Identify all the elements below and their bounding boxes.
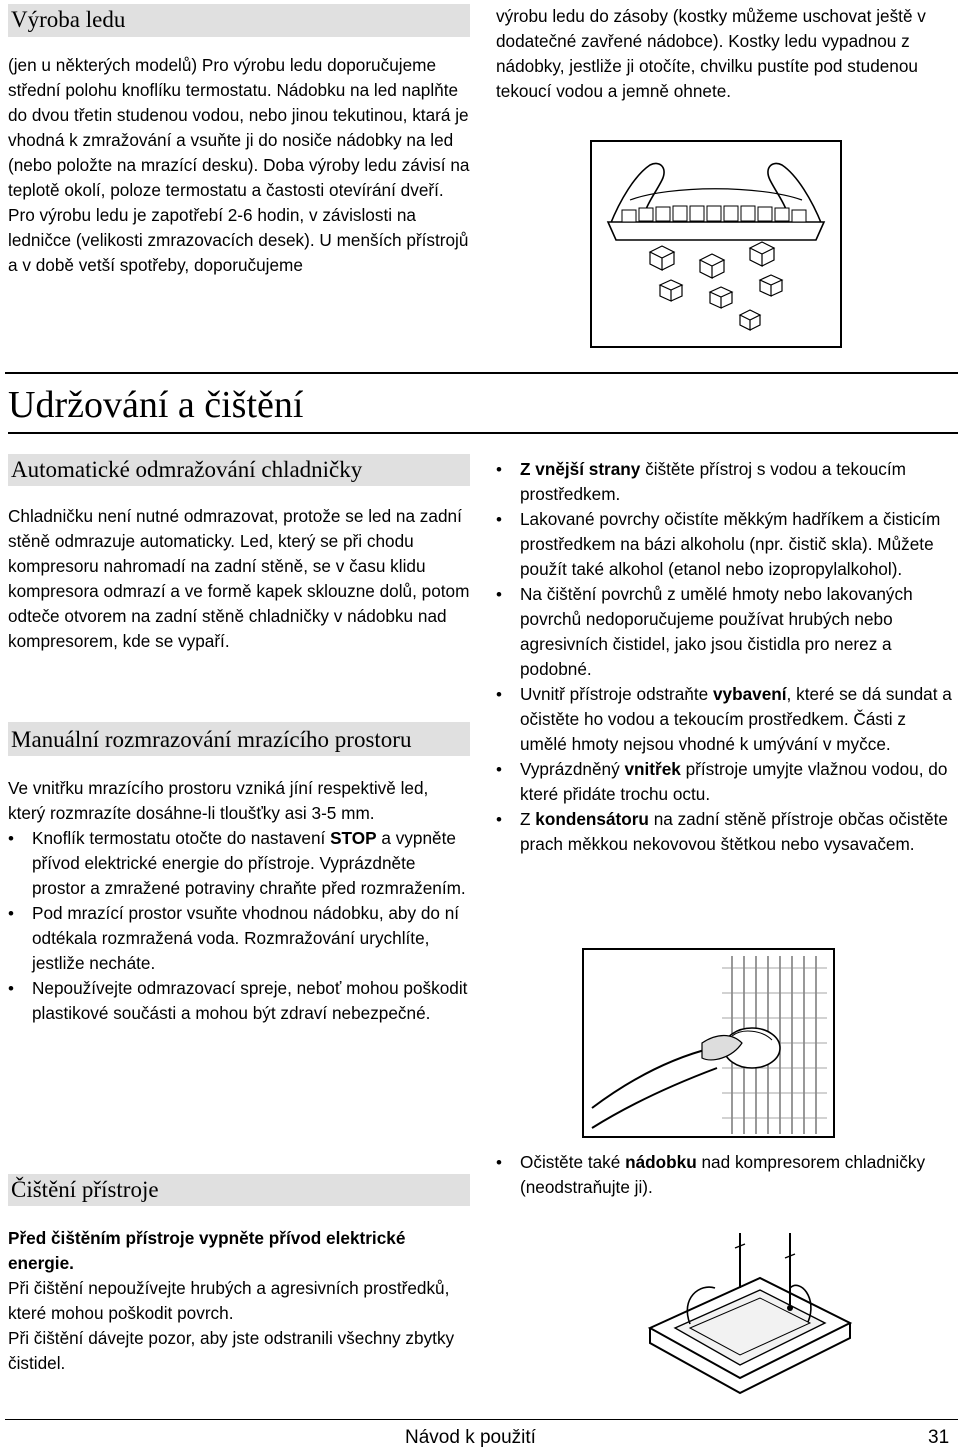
cleaning-section [8,1174,470,1376]
footer-title: Návod k použití [405,1427,536,1448]
auto-defrost-paragraph: Chladničku není nutné odmrazovat, protože se led na zadní stěně odmrazuje automaticky. Led, který se při chodu kompresoru nahromadí na zadní stěně, se v času klidu kompresora odmrazí a ve formě kapek sklouzne dolů, potom odteče otvorem na zadní stěně chladničky v nádobku nad kompresorem, kde se vypaří. [8,506,470,651]
page-number: 31 [928,1427,950,1448]
cleaning-bullet: • Z vnější strany čištěte přístroj s vodou a tekoucím prostředkem. [496,457,952,507]
cleaning-bullet: • Na čištění povrchů z umělé hmoty nebo lakovaných povrchů nedoporučujeme používat hrubých nebo agresivních čistidel, jako jsou čistidla pro nerez a podobné. [496,582,952,682]
auto-defrost-heading: Automatické odmražování chladničky [8,454,470,486]
cleaning-bullets [496,457,952,857]
ice-continuation: výrobu ledu do zásoby (kostky můžeme uschovat ještě v dodatečné zavřené nádobce). Kostky ledu vypadnou z nádobky, jestliže ji otočíte, chvilku pustíte pod studenou tekoucí vodou a jemně ohnete. [496,6,926,101]
manual-defrost-item: • Nepoužívejte odmrazovací spreje, neboť mohou poškodit plastikové součásti a mohou být zdraví nebezpečné. [8,976,470,1026]
cleaning-heading: Čištění přístroje [8,1174,470,1206]
cleaning-warning: Před čištěním přístroje vypněte přívod elektrické energie. [8,1228,406,1273]
main-title: Udržování a čištění [8,382,958,434]
cleaning-bullet: • Očistěte také nádobku nad kompresorem chladničky (neodstraňujte ji). [496,1150,952,1200]
cleaning-bullet: • Uvnitř přístroje odstraňte vybavení, které se dá sundat a očistěte ho vodou a tekoucím prostředkem. Části z umělé hmoty nejsou vhodné k umývání v myčce. [496,682,952,757]
cleaning-bullet-list [496,457,952,857]
manual-defrost-heading: Manuální rozmrazování mrazícího prostoru [8,722,470,756]
ice-continuation-block [496,4,952,104]
footer-divider [5,1419,958,1420]
manual-defrost-list [8,826,470,1026]
ice-section [8,4,470,278]
ice-paragraph: (jen u některých modelů) Pro výrobu ledu doporučujeme střední polohu knoflíku termostatu. Nádobku na led naplňte do dvou třetin studenou vodou, nebo jinou tekutinou, ktará je vhodná k zmražování a vsuňte ji do nosiče nádobky na led (nebo položte na mrazící desku). Doba výroby ledu závisí na teplotě okolí, poloze termostatu a častosti otevírání dveří. Pro výrobu ledu je zapotřebí 2-6 hodin, v závislosti na ledničce (velikosti zmrazovacích desek). U menších přístrojů a v době vetší spotřeby, doporučujeme [8,55,470,275]
ice-heading: Výroba ledu [8,4,470,37]
manual-defrost-intro: Ve vnitřku mrazícího prostoru vzniká jíní respektivě led, který rozmrazíte dosáhne-li tloušťky asi 3-5 mm. [8,778,429,823]
compressor-tray-illustration [640,1228,858,1406]
cleaning-line: Při čištění dávejte pozor, aby jste odstranili všechny zbytky čistidel. [8,1328,455,1373]
last-bullet-block [496,1150,952,1200]
cleaning-bullet: • Vyprázdněný vnitřek přístroje umyjte vlažnou vodou, do které přidáte trochu octu. [496,757,952,807]
cleaning-line: Při čištění nepoužívejte hrubých a agresivních prostředků, které mohou poškodit povrch. [8,1278,450,1323]
manual-defrost-item: • Pod mrazící prostor vsuňte vhodnou nádobku, aby do ní odtékala rozmražená voda. Rozmražování urychlíte, jestliže necháte. [8,901,470,976]
last-bullet-list [496,1150,952,1200]
cleaning-bullet: • Lakované povrchy očistíte měkkým hadříkem a čisticím prostředkem na bázi alkoholu (npr. čistič skla). Můžete použít také alkohol (etanol nebo izopropylalkohol). [496,507,952,582]
ice-tray-illustration [590,140,842,348]
cleaning-bullet: • Z kondensátoru na zadní stěně přístroje občas očistěte prach měkkou nekovovou štětkou nebo vysavačem. [496,807,952,857]
section-divider-top [5,372,958,374]
manual-defrost-item: • Knoflík termostatu otočte do nastavení STOP a vypněte přívod elektrické energie do přístroje. Vyprázdněte prostor a zmražené potraviny chraňte před rozmražením. [8,826,470,901]
manual-defrost-section [8,722,470,1026]
auto-defrost-section [8,454,470,654]
condenser-cleaning-illustration [582,948,835,1138]
